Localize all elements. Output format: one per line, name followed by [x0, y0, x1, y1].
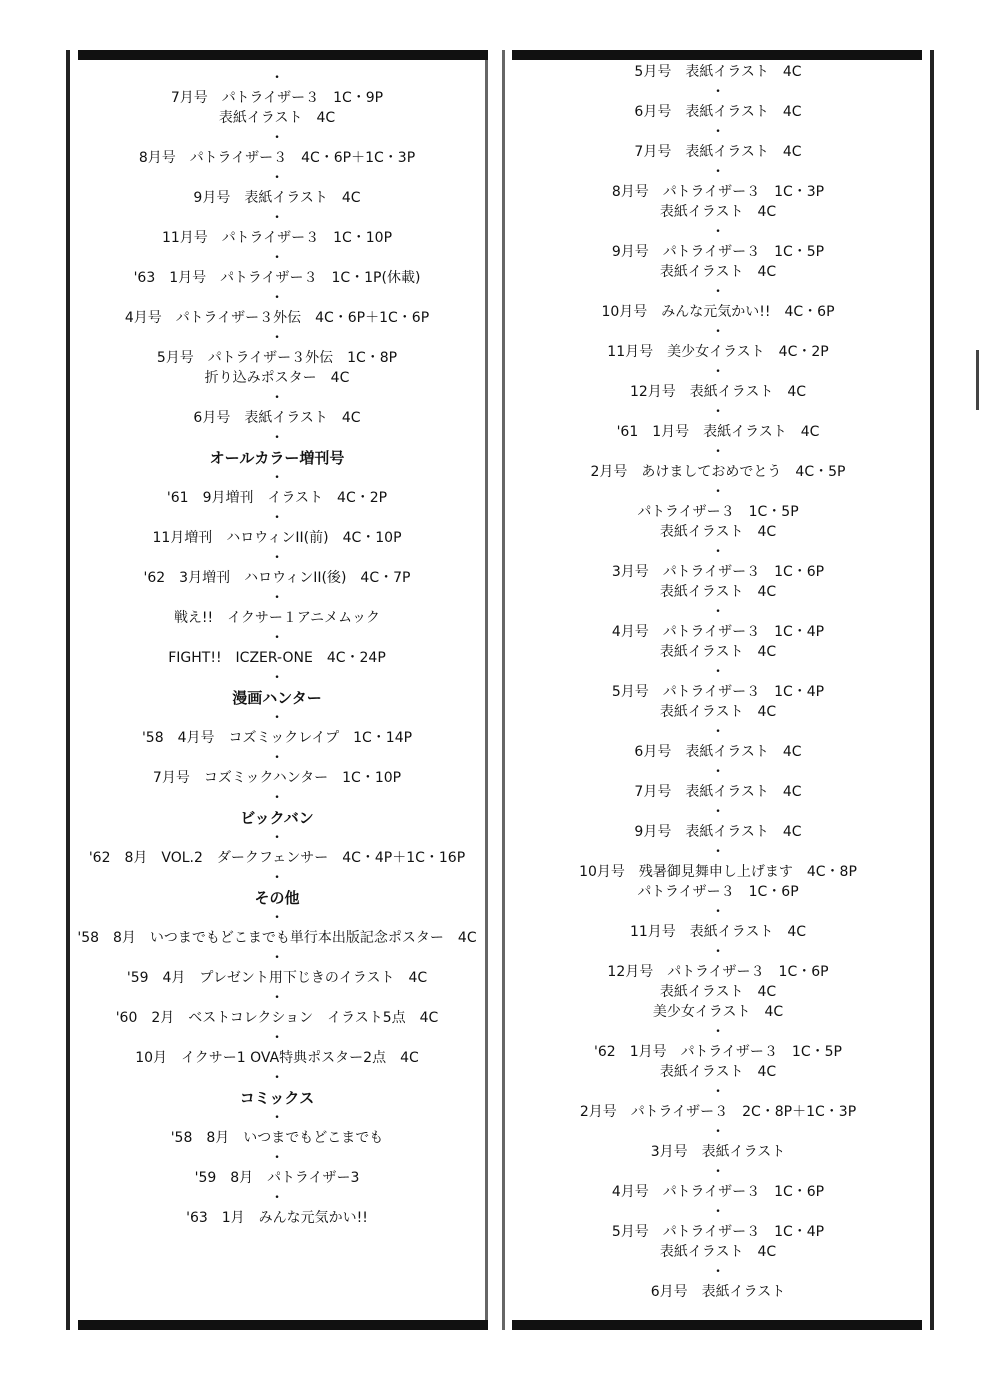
bullet-dot	[502, 222, 934, 242]
list-item: '59 8月 パトライザー3	[194, 1170, 360, 1186]
bullet-dot	[66, 668, 488, 688]
list-item: 6月号 表紙イラスト 4C	[634, 744, 802, 760]
list-item: 表紙イラスト 4C	[659, 984, 777, 1000]
section-heading: その他	[254, 889, 300, 907]
bullet-dot	[66, 588, 488, 608]
bullet-dot	[66, 628, 488, 648]
bullet-dot	[502, 1022, 934, 1042]
list-item: '59 4月 プレゼント用下じきのイラスト 4C	[126, 970, 428, 986]
list-item: '58 8月 いつまでもどこまでも	[170, 1130, 384, 1146]
bullet-dot	[502, 762, 934, 782]
bullet-dot	[66, 248, 488, 268]
list-item: 表紙イラスト 4C	[659, 644, 777, 660]
list-item: 3月号 パトライザー３ 1C・6P	[611, 564, 825, 580]
list-item: 7月号 コズミックハンター 1C・10P	[152, 770, 402, 786]
bullet-dot	[502, 942, 934, 962]
bullet-dot	[66, 168, 488, 188]
bullet-dot	[66, 68, 488, 88]
bullet-dot	[66, 128, 488, 148]
right-column-bottom-bar	[512, 1320, 922, 1330]
list-item: 9月号 表紙イラスト 4C	[193, 190, 361, 206]
list-item: 11月増刊 ハロウィンII(前) 4C・10P	[152, 530, 402, 546]
list-item: 6月号 表紙イラスト	[650, 1284, 786, 1300]
list-item: '63 1月号 パトライザー３ 1C・1P(休載)	[133, 270, 421, 286]
list-item: 6月号 表紙イラスト 4C	[634, 104, 802, 120]
list-item: 5月号 パトライザー３ 1C・4P	[611, 684, 825, 700]
list-item: 9月号 パトライザー３ 1C・5P	[611, 244, 825, 260]
bullet-dot	[66, 988, 488, 1008]
bullet-dot	[502, 1082, 934, 1102]
bullet-dot	[502, 722, 934, 742]
list-item: 美少女イラスト 4C	[652, 1004, 784, 1020]
list-item: パトライザー３ 1C・6P	[637, 884, 799, 900]
left-column	[66, 50, 488, 1330]
bullet-dot	[66, 1108, 488, 1128]
list-item: 10月 イクサー1 OVA特典ポスター2点 4C	[135, 1050, 419, 1066]
list-item: 表紙イラスト 4C	[659, 584, 777, 600]
list-item: 表紙イラスト 4C	[659, 1064, 777, 1080]
list-item: '62 1月号 パトライザー３ 1C・5P	[594, 1044, 842, 1060]
bullet-dot	[502, 442, 934, 462]
list-item: 5月号 パトライザー３ 1C・4P	[611, 1224, 825, 1240]
list-item: 10月号 残暑御見舞申し上げます 4C・8P	[579, 864, 857, 880]
bullet-dot	[502, 322, 934, 342]
list-item: 4月号 パトライザー３外伝 4C・6P＋1C・6P	[124, 310, 430, 326]
list-item: 7月号 表紙イラスト 4C	[634, 784, 802, 800]
bullet-dot	[66, 1068, 488, 1088]
bullet-dot	[66, 288, 488, 308]
list-item: 11月号 表紙イラスト 4C	[629, 924, 807, 940]
list-item: 9月号 表紙イラスト 4C	[634, 824, 802, 840]
left-column-bottom-bar	[78, 1320, 488, 1330]
list-item: '61 1月号 表紙イラスト 4C	[616, 424, 820, 440]
list-item: 5月号 パトライザー３外伝 1C・8P	[156, 350, 398, 366]
bullet-dot	[66, 748, 488, 768]
list-item: '60 2月 ベストコレクション イラスト5点 4C	[115, 1010, 439, 1026]
list-item: 8月号 パトライザー３ 4C・6P＋1C・3P	[138, 150, 416, 166]
bullet-dot	[66, 948, 488, 968]
list-item: パトライザー３ 1C・5P	[637, 504, 799, 520]
bullet-dot	[66, 208, 488, 228]
list-item: 折り込みポスター 4C	[204, 370, 350, 386]
bullet-dot	[502, 842, 934, 862]
list-item: 12月号 パトライザー３ 1C・6P	[607, 964, 829, 980]
list-item: 2月号 あけましておめでとう 4C・5P	[590, 464, 846, 480]
bullet-dot	[66, 828, 488, 848]
right-column-list	[502, 62, 934, 1302]
bullet-dot	[502, 902, 934, 922]
bullet-dot	[502, 362, 934, 382]
list-item: 表紙イラスト 4C	[218, 110, 336, 126]
list-item: '61 9月増刊 イラスト 4C・2P	[166, 490, 388, 506]
bullet-dot	[502, 402, 934, 422]
bullet-dot	[66, 508, 488, 528]
bullet-dot	[502, 82, 934, 102]
bullet-dot	[502, 282, 934, 302]
section-heading: オールカラー増刊号	[209, 449, 345, 467]
bullet-dot	[66, 328, 488, 348]
bullet-dot	[502, 662, 934, 682]
list-item: 2月号 パトライザー３ 2C・8P＋1C・3P	[579, 1104, 857, 1120]
list-item: 表紙イラスト 4C	[659, 1244, 777, 1260]
list-item: '58 8月 いつまでもどこまでも単行本出版記念ポスター 4C	[77, 930, 477, 946]
bullet-dot	[66, 428, 488, 448]
bullet-dot	[502, 482, 934, 502]
bullet-dot	[502, 802, 934, 822]
bullet-dot	[66, 388, 488, 408]
section-heading: 漫画ハンター	[232, 689, 322, 707]
list-item: 表紙イラスト 4C	[659, 204, 777, 220]
list-item: 7月号 パトライザー３ 1C・9P	[170, 90, 384, 106]
bullet-dot	[66, 1188, 488, 1208]
list-item: 表紙イラスト 4C	[659, 704, 777, 720]
bullet-dot	[66, 708, 488, 728]
left-column-list	[66, 68, 488, 1228]
bullet-dot	[502, 542, 934, 562]
list-item: 10月号 みんな元気かい!! 4C・6P	[601, 304, 835, 320]
bullet-dot	[502, 1122, 934, 1142]
list-item: '62 3月増刊 ハロウィンII(後) 4C・7P	[143, 570, 411, 586]
bullet-dot	[502, 1202, 934, 1222]
bullet-dot	[66, 548, 488, 568]
list-item: '63 1月 みんな元気かい!!	[186, 1210, 368, 1226]
list-item: 7月号 表紙イラスト 4C	[634, 144, 802, 160]
left-column-top-bar	[78, 50, 488, 60]
list-item: 表紙イラスト 4C	[659, 264, 777, 280]
list-item: '58 4月号 コズミックレイプ 1C・14P	[141, 730, 413, 746]
list-item: 4月号 パトライザー３ 1C・4P	[611, 624, 825, 640]
list-item: 11月号 パトライザー３ 1C・10P	[161, 230, 393, 246]
bullet-dot	[66, 908, 488, 928]
bullet-dot	[502, 162, 934, 182]
list-item: 5月号 表紙イラスト 4C	[634, 64, 802, 80]
list-item: FIGHT!! ICZER-ONE 4C・24P	[168, 650, 386, 666]
list-item: 11月号 美少女イラスト 4C・2P	[607, 344, 829, 360]
page-edge-mark	[976, 350, 979, 410]
section-heading: コミックス	[239, 1089, 315, 1107]
bullet-dot	[66, 468, 488, 488]
right-column-top-bar	[512, 50, 922, 60]
right-column	[502, 50, 934, 1330]
bullet-dot	[502, 1162, 934, 1182]
bullet-dot	[502, 602, 934, 622]
list-item: '62 8月 VOL.2 ダークフェンサー 4C・4P＋1C・16P	[88, 850, 466, 866]
list-item: 3月号 表紙イラスト	[650, 1144, 786, 1160]
list-item: 表紙イラスト 4C	[659, 524, 777, 540]
list-item: 戦え!! イクサー１アニメムック	[173, 610, 381, 626]
bullet-dot	[66, 788, 488, 808]
list-item: 8月号 パトライザー３ 1C・3P	[611, 184, 825, 200]
bullet-dot	[502, 1262, 934, 1282]
list-item: 6月号 表紙イラスト 4C	[193, 410, 361, 426]
bullet-dot	[66, 1148, 488, 1168]
bullet-dot	[66, 868, 488, 888]
section-heading: ビックバン	[240, 809, 314, 827]
list-item: 4月号 パトライザー３ 1C・6P	[611, 1184, 825, 1200]
bullet-dot	[66, 1028, 488, 1048]
bullet-dot	[502, 122, 934, 142]
list-item: 12月号 表紙イラスト 4C	[629, 384, 807, 400]
